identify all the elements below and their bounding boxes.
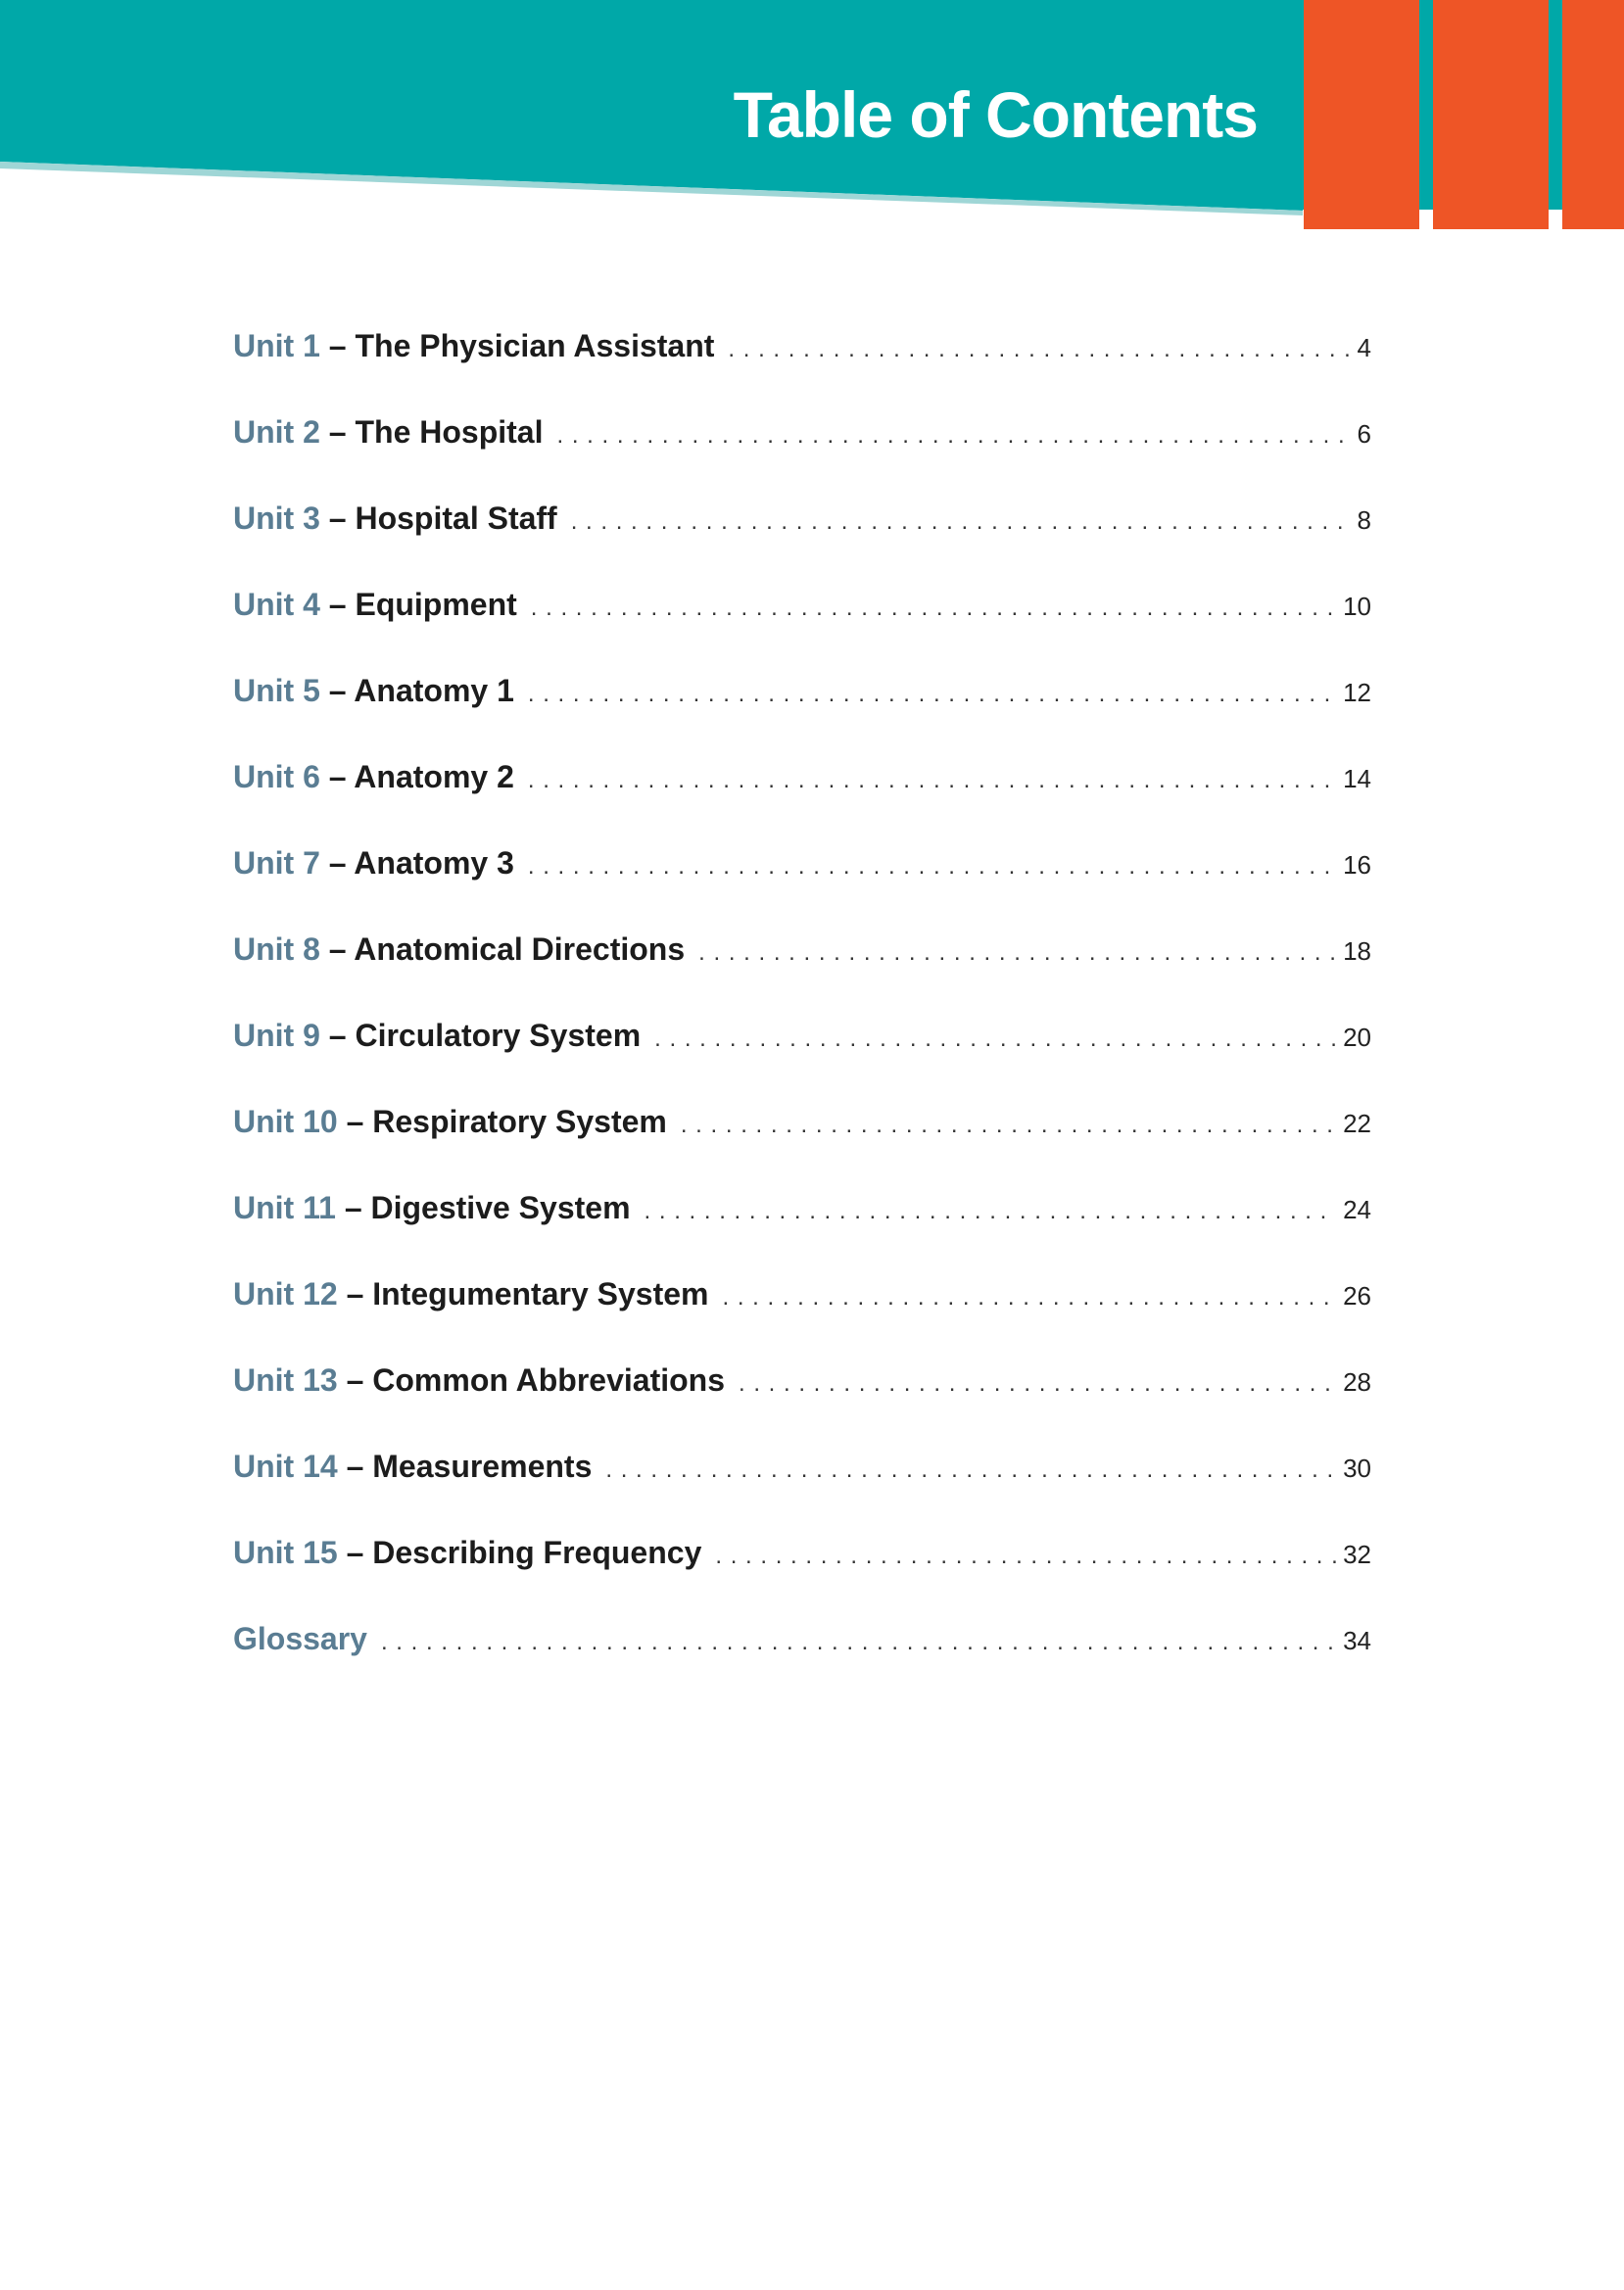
toc-unit-title: – Common Abbreviations (337, 1362, 725, 1398)
toc-unit-number: Unit 6 (233, 759, 320, 794)
toc-page-number: 16 (1343, 850, 1371, 880)
toc-dot-leader (528, 767, 1337, 794)
toc-entry[interactable] (233, 1362, 1371, 1449)
table-of-contents (233, 328, 1371, 1707)
toc-entry[interactable] (233, 673, 1371, 759)
toc-entry[interactable] (233, 931, 1371, 1018)
toc-unit-title: – Circulatory System (319, 1018, 642, 1053)
toc-unit-number: Unit 11 (233, 1190, 336, 1225)
toc-unit-title: – Measurements (337, 1449, 593, 1484)
toc-unit-number: Unit 15 (233, 1535, 338, 1570)
toc-page-number: 32 (1343, 1540, 1371, 1569)
toc-dot-leader (531, 595, 1337, 622)
toc-entry-label (233, 501, 557, 537)
toc-dot-leader (571, 508, 1352, 536)
toc-page-number: 14 (1343, 764, 1371, 793)
toc-entry-label (233, 845, 514, 882)
toc-entry-label (233, 587, 517, 623)
toc-unit-number: Unit 13 (233, 1362, 338, 1398)
toc-unit-number: Unit 9 (233, 1018, 320, 1053)
toc-page-number: 26 (1343, 1281, 1371, 1311)
toc-entry[interactable] (233, 1276, 1371, 1362)
toc-unit-number: Unit 1 (233, 328, 320, 363)
toc-entry[interactable] (233, 1104, 1371, 1190)
toc-entry-label (233, 1190, 631, 1226)
toc-unit-title: – The Physician Assistant (319, 328, 715, 363)
toc-entry-label (233, 1535, 701, 1571)
toc-dot-leader (698, 939, 1337, 967)
toc-entry[interactable] (233, 501, 1371, 587)
toc-unit-title: – Anatomy 3 (319, 845, 514, 881)
toc-page-number: 10 (1343, 592, 1371, 621)
toc-unit-number: Unit 4 (233, 587, 320, 622)
toc-unit-number: Unit 5 (233, 673, 320, 708)
toc-page-number: 8 (1357, 505, 1371, 535)
orange-bar-1 (1304, 0, 1419, 229)
toc-dot-leader (528, 681, 1337, 708)
toc-entry[interactable] (233, 414, 1371, 501)
toc-entry[interactable] (233, 1190, 1371, 1276)
toc-unit-number: Glossary (233, 1621, 367, 1656)
toc-entry-label (233, 1018, 641, 1054)
toc-page-number: 18 (1343, 936, 1371, 966)
toc-entry-label (233, 1362, 725, 1399)
toc-unit-number: Unit 2 (233, 414, 320, 450)
toc-dot-leader (681, 1112, 1337, 1139)
toc-unit-title: – Anatomical Directions (319, 931, 686, 967)
toc-unit-number: Unit 14 (233, 1449, 338, 1484)
page-title: Table of Contents (733, 78, 1258, 151)
toc-page-number: 30 (1343, 1454, 1371, 1483)
toc-entry[interactable] (233, 1449, 1371, 1535)
toc-unit-number: Unit 3 (233, 501, 320, 536)
toc-page-number: 12 (1343, 678, 1371, 707)
toc-entry[interactable] (233, 759, 1371, 845)
toc-dot-leader (722, 1284, 1337, 1312)
header-banner (0, 0, 1624, 235)
toc-dot-leader (645, 1198, 1338, 1225)
toc-dot-leader (728, 336, 1351, 363)
toc-dot-leader (381, 1629, 1337, 1656)
toc-page-number: 22 (1343, 1109, 1371, 1138)
toc-entry-label (233, 414, 543, 451)
toc-page-number: 24 (1343, 1195, 1371, 1224)
toc-entry-label (233, 1449, 592, 1485)
toc-entry[interactable] (233, 1621, 1371, 1707)
toc-entry-label (233, 1104, 667, 1140)
toc-unit-title: – Respiratory System (337, 1104, 667, 1139)
toc-entry-label (233, 759, 514, 795)
toc-unit-title: – Anatomy 2 (319, 759, 514, 794)
toc-entry-label (233, 673, 514, 709)
toc-entry[interactable] (233, 587, 1371, 673)
toc-dot-leader (605, 1456, 1337, 1484)
toc-dot-leader (654, 1026, 1337, 1053)
toc-unit-title: – Equipment (319, 587, 517, 622)
toc-dot-leader (556, 422, 1351, 450)
toc-page-number: 4 (1357, 333, 1371, 362)
toc-entry-label (233, 1276, 708, 1312)
toc-entry[interactable] (233, 845, 1371, 931)
toc-dot-leader (715, 1543, 1337, 1570)
toc-unit-title: – Hospital Staff (319, 501, 557, 536)
toc-entry[interactable] (233, 1535, 1371, 1621)
toc-unit-number: Unit 8 (233, 931, 320, 967)
toc-unit-number: Unit 7 (233, 845, 320, 881)
toc-page-number: 34 (1343, 1626, 1371, 1655)
orange-bar-2 (1433, 0, 1549, 229)
toc-unit-title: – Anatomy 1 (319, 673, 514, 708)
toc-unit-title: – Describing Frequency (337, 1535, 702, 1570)
toc-unit-title: – Integumentary System (337, 1276, 709, 1312)
toc-dot-leader (528, 853, 1337, 881)
toc-unit-number: Unit 10 (233, 1104, 338, 1139)
toc-unit-title: – The Hospital (319, 414, 544, 450)
toc-page-number: 20 (1343, 1023, 1371, 1052)
toc-page-number: 28 (1343, 1367, 1371, 1397)
toc-entry-label (233, 1621, 367, 1657)
toc-entry[interactable] (233, 1018, 1371, 1104)
orange-bar-3 (1562, 0, 1624, 229)
toc-entry[interactable] (233, 328, 1371, 414)
toc-unit-title: – Digestive System (335, 1190, 631, 1225)
toc-page-number: 6 (1357, 419, 1371, 449)
toc-unit-number: Unit 12 (233, 1276, 338, 1312)
toc-entry-label (233, 931, 685, 968)
toc-entry-label (233, 328, 714, 364)
toc-dot-leader (739, 1370, 1337, 1398)
